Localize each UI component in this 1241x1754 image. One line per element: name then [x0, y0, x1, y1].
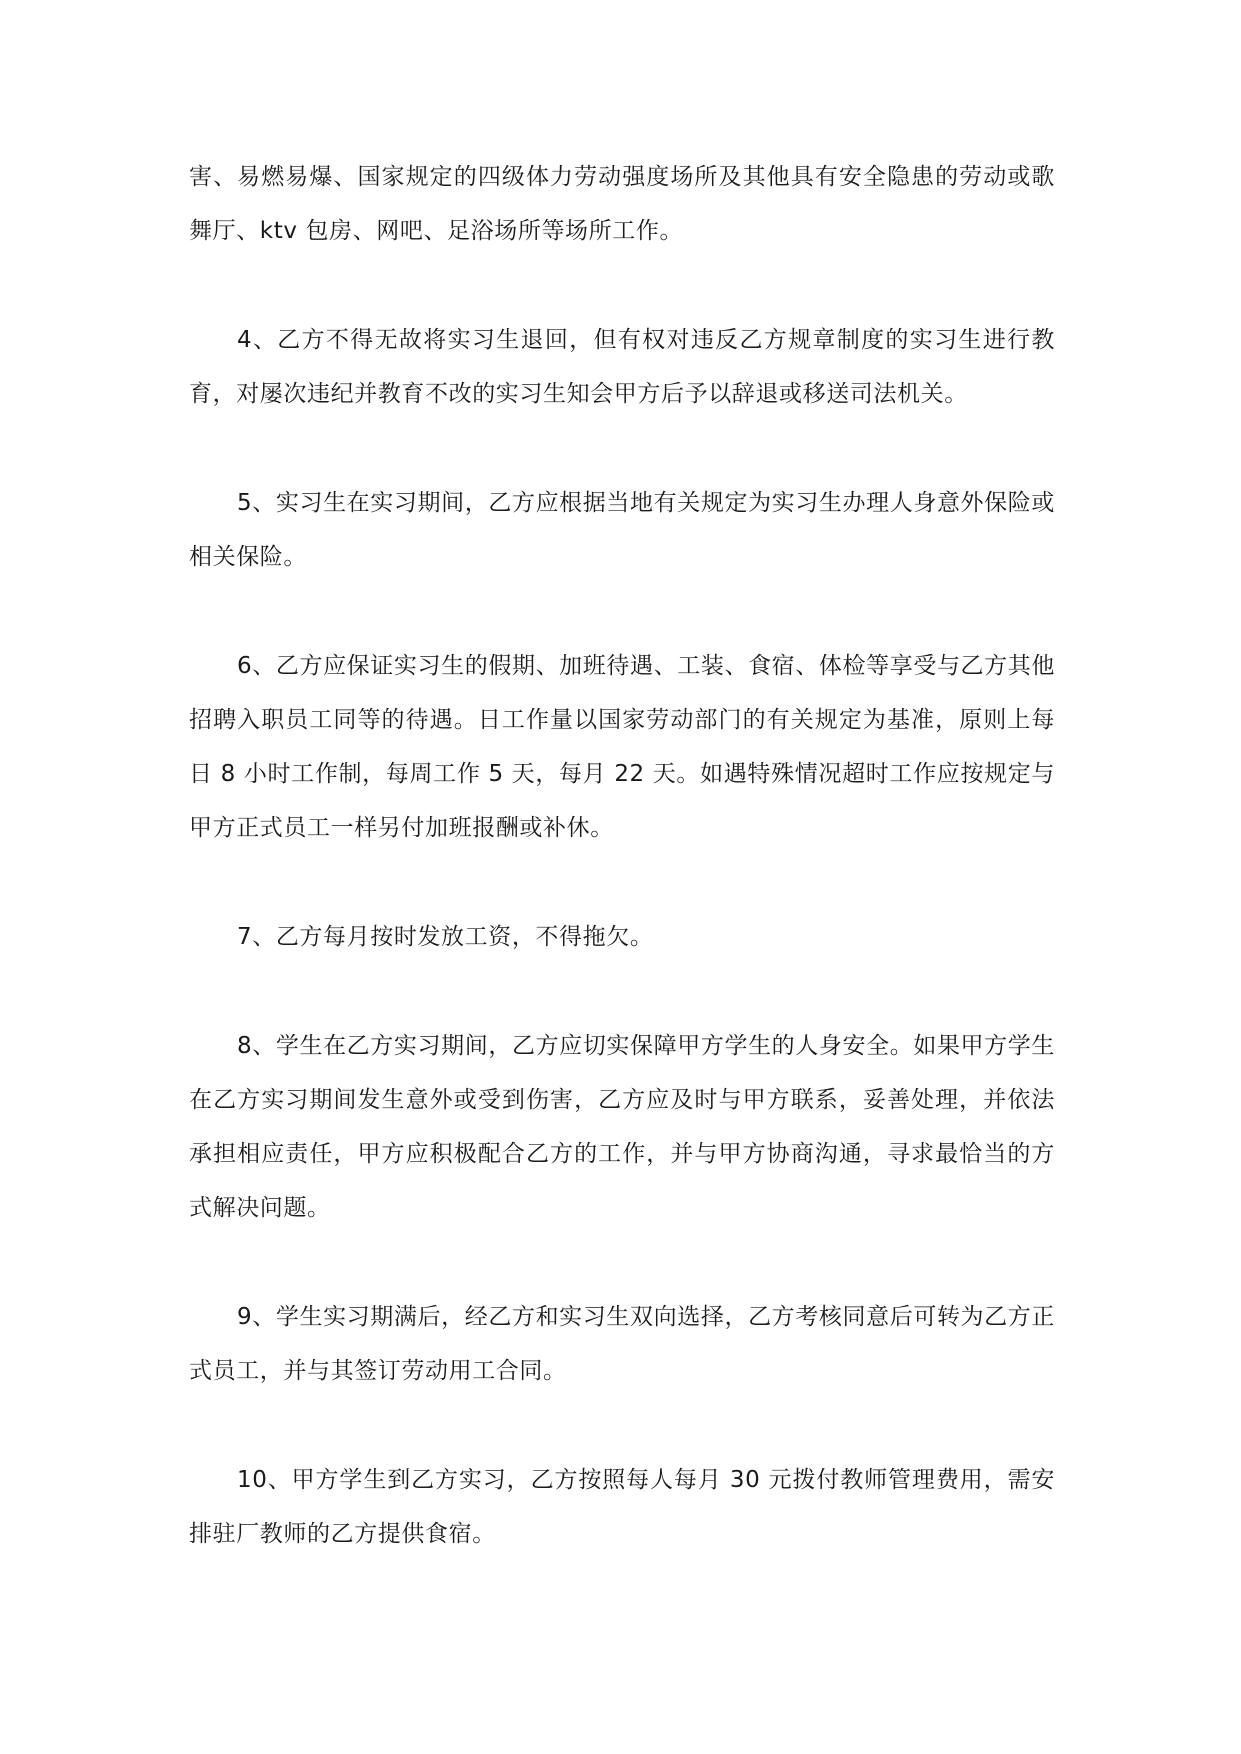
paragraph-clause-7: 7、乙方每月按时发放工资，不得拖欠。	[237, 924, 654, 950]
paragraph-gap	[189, 1398, 1055, 1453]
paragraph-continuation: 害、易燃易爆、国家规定的四级体力劳动强度场所及其他具有安全隐患的劳动或歌舞厅、ktv 包房、网吧、足浴场所等场所工作。	[189, 164, 1055, 244]
paragraph-gap	[189, 964, 1055, 1019]
paragraph-gap	[189, 258, 1055, 313]
paragraph-clause-4: 4、乙方不得无故将实习生退回，但有权对违反乙方规章制度的实习生进行教育，对屡次违纪并教育不改的实习生知会甲方后予以辞退或移送司法机关。	[189, 327, 1055, 407]
paragraph-gap	[189, 584, 1055, 639]
paragraph-clause-9: 9、学生实习期满后，经乙方和实习生双向选择，乙方考核同意后可转为乙方正式员工，并与其签订劳动用工合同。	[189, 1304, 1055, 1384]
paragraph-clause-5: 5、实习生在实习期间，乙方应根据当地有关规定为实习生办理人身意外保险或相关保险。	[189, 490, 1055, 570]
paragraph-clause-6: 6、乙方应保证实习生的假期、加班待遇、工装、食宿、体检等享受与乙方其他招聘入职员工同等的待遇。日工作量以国家劳动部门的有关规定为基准，原则上每日 8 小时工作制，每周工作 5 天，每月 22 天。如遇特殊情况超时工作应按规定与甲方正式员工一样另付加班报酬或补休。	[189, 653, 1055, 841]
paragraph-gap	[189, 1235, 1055, 1290]
paragraph-gap	[189, 421, 1055, 476]
paragraph-clause-8: 8、学生在乙方实习期间，乙方应切实保障甲方学生的人身安全。如果甲方学生在乙方实习期间发生意外或受到伤害，乙方应及时与甲方联系，妥善处理，并依法承担相应责任，甲方应积极配合乙方的工作，并与甲方协商沟通，寻求最恰当的方式解决问题。	[189, 1033, 1055, 1221]
paragraph-clause-10: 10、甲方学生到乙方实习，乙方按照每人每月 30 元拨付教师管理费用，需安排驻厂教师的乙方提供食宿。	[189, 1467, 1055, 1547]
paragraph-gap	[189, 855, 1055, 910]
document-body	[189, 150, 1055, 1561]
